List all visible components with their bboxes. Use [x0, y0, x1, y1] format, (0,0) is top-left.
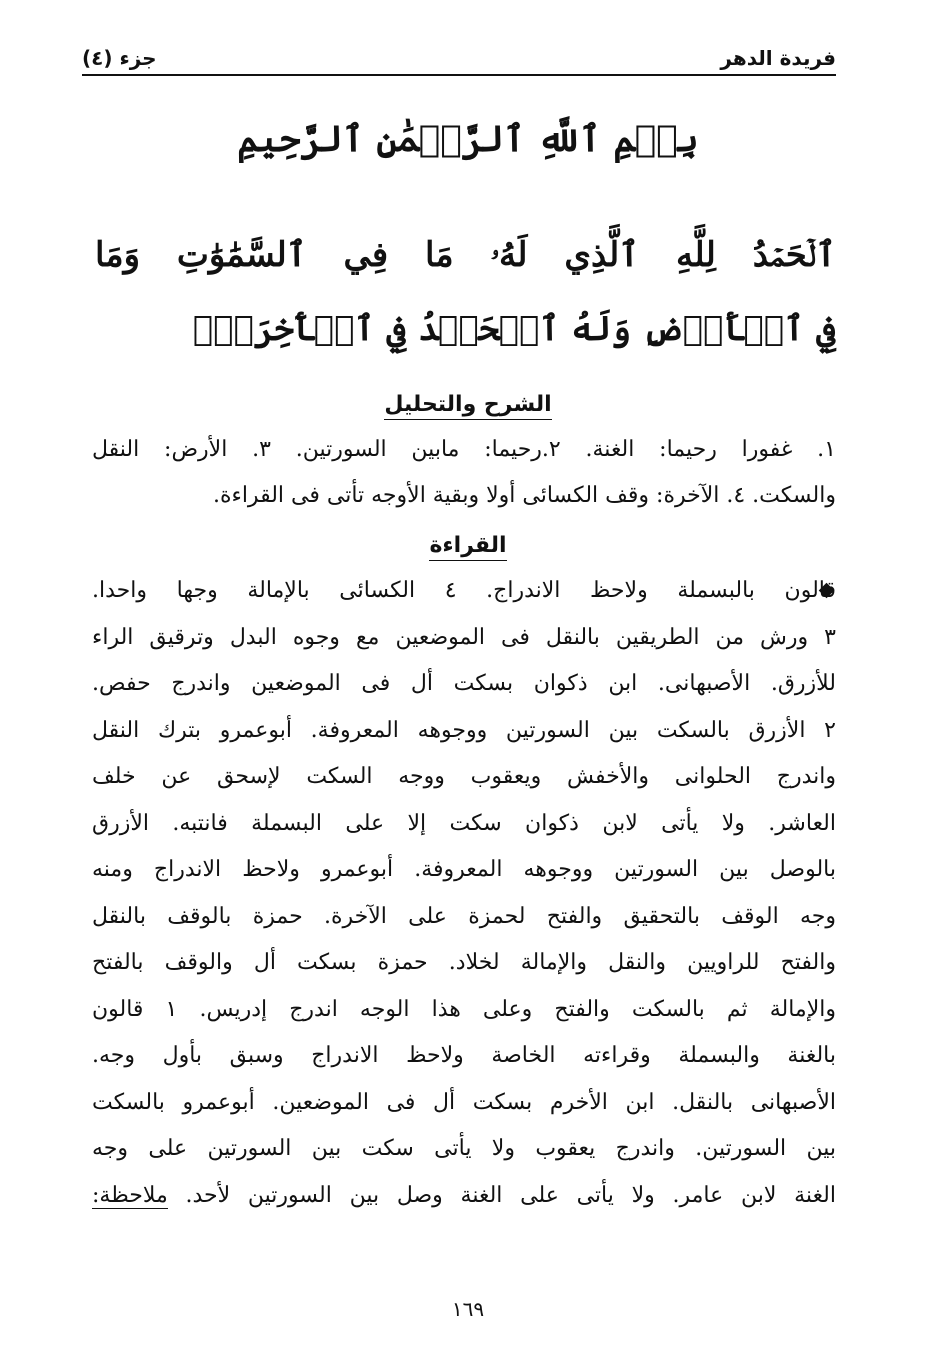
text-line: ٢ الأزرق بالسكت بين السورتين ووجوهه المعروفة. أبوعمرو بترك النقل — [92, 717, 836, 743]
text-line: والسكت. ٤. الآخرة: وقف الكسائى أولا وبقية الأوجه تأتى فى القراءة. — [212, 483, 836, 508]
section-heading-qiraa — [0, 533, 936, 558]
section-heading-sharh — [0, 392, 936, 417]
text-line: العاشر. ولا يأتى لابن ذكوان سكت إلا على البسملة فانتبه. الأزرق — [92, 810, 836, 836]
text-line: وجه الوقف بالتحقيق والفتح لحمزة على الآخرة. حمزة بالوقف بالنقل — [92, 903, 836, 929]
text-line: واندرج الحلوانى والأخفش ويعقوب ووجه السكت لإسحق عن خلف — [92, 764, 836, 789]
text-line: والإمالة ثم بالسكت والفتح وعلى هذا الوجه اندرج إدريس. ١ قالون — [92, 996, 836, 1022]
quran-verse — [95, 218, 836, 366]
text-line: الأصبهانى بالنقل. ابن الأخرم بسكت أل فى الموضعين. أبوعمرو بالسكت — [92, 1089, 837, 1115]
verse-line: ٱلۡحَمۡدُ لِلَّهِ ٱلَّذِي لَهُۥ مَا فِي ٱلسَّمَٰوَٰتِ وَمَا — [95, 235, 836, 275]
running-header — [82, 40, 836, 76]
text-line: بالوصل بين السورتين ووجوهه المعروفة. أبوعمرو ولاحظ الاندراج ومنه — [92, 857, 836, 882]
verse-line: فِي ٱلۡأَرۡضِ وَلَهُ ٱلۡحَمۡدُ فِي ٱلۡأٓخِرَةِۚ — [192, 309, 836, 349]
book-title: فريدة الدهر — [720, 46, 836, 70]
page-number: ١٦٩ — [451, 1297, 485, 1321]
heading-text: الشرح والتحليل — [384, 392, 551, 420]
text-line: ٣ ورش من الطريقين بالنقل فى الموضعين مع وجوه البدل وترقيق الراء — [92, 624, 836, 650]
text-line: قالون بالبسملة ولاحظ الاندراج. ٤ الكسائى بالإمالة وجها واحدا. — [92, 578, 836, 603]
text-line: بين السورتين. واندرج يعقوب ولا يأتى سكت بين السورتين على وجه — [92, 1136, 836, 1161]
heading-text: القراءة — [429, 533, 506, 561]
sharh-paragraph — [92, 427, 836, 519]
text-line: بالغنة والبسملة وقراءته الخاصة ولاحظ الاندراج وسبق بأول وجه. — [92, 1043, 836, 1068]
text-line: ١. غفورا رحيما: الغنة. ٢.رحيما: مابين السورتين. ٣. الأرض: النقل — [92, 437, 836, 462]
note-label: ملاحظة: — [92, 1182, 168, 1208]
text-line-last — [92, 1173, 836, 1220]
text-line: للأزرق. الأصبهانى. ابن ذكوان بسكت أل فى الموضعين واندرج حفص. — [92, 671, 836, 696]
qiraa-paragraph — [92, 568, 836, 1219]
last-line-text: الغنة لابن عامر. ولا يأتى على الغنة وصل بين السورتين لأحد. — [185, 1182, 836, 1208]
part-number: جزء (٤) — [82, 46, 157, 70]
basmala: بِسۡمِ ٱللَّهِ ٱلرَّحۡمَٰنِ ٱلرَّحِيمِ — [237, 118, 699, 160]
text-line: والفتح للراويين والنقل والإمالة لخلاد. حمزة بسكت أل والوقف بالفتح — [92, 950, 836, 975]
